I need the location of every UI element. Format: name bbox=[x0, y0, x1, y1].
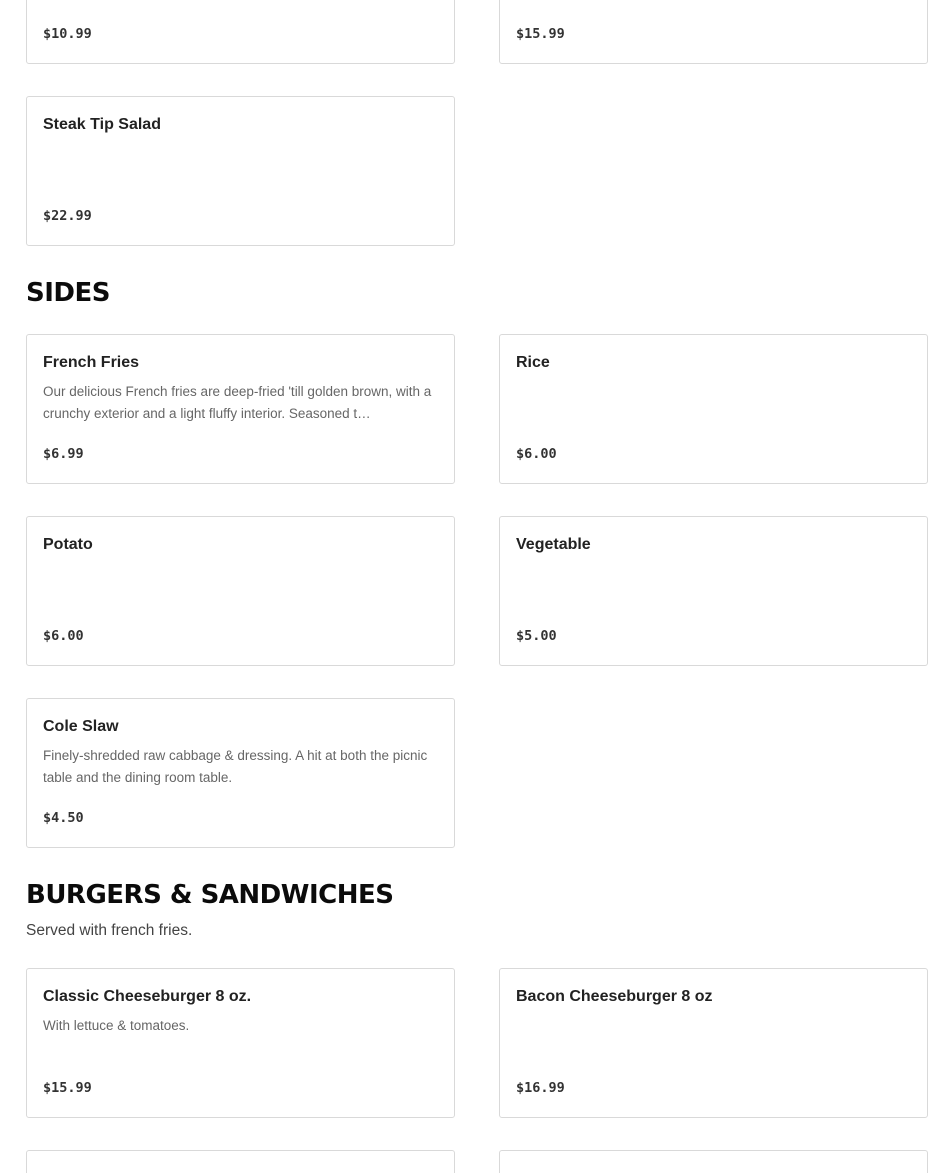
menu-item-card[interactable] bbox=[499, 968, 928, 1118]
menu-item-card[interactable] bbox=[26, 96, 455, 246]
item-description: With lettuce & tomatoes. bbox=[43, 1018, 190, 1033]
menu-item-card[interactable] bbox=[26, 0, 455, 64]
item-price: $4.50 bbox=[43, 810, 84, 826]
section-title-sides: SIDES bbox=[26, 278, 110, 308]
item-name: Steak Tip Salad bbox=[43, 116, 161, 133]
item-description: Our delicious French fries are deep-fried 'till golden brown, with a crunchy exterior and a light fluffy interior. Seasoned t… bbox=[43, 384, 432, 421]
menu-item-card[interactable] bbox=[26, 334, 455, 484]
item-name: Potato bbox=[43, 536, 93, 553]
menu-item-card[interactable] bbox=[499, 334, 928, 484]
menu-item-card[interactable] bbox=[26, 1150, 455, 1173]
item-name: Cole Slaw bbox=[43, 718, 119, 735]
item-price: $5.00 bbox=[516, 628, 557, 644]
section-title-burgers: BURGERS & SANDWICHES bbox=[26, 880, 394, 910]
menu-item-card[interactable] bbox=[26, 968, 455, 1118]
menu-item-card[interactable] bbox=[26, 698, 455, 848]
item-price: $15.99 bbox=[43, 1080, 92, 1096]
menu-item-card[interactable] bbox=[499, 516, 928, 666]
item-name: Bacon Cheeseburger 8 oz bbox=[516, 988, 713, 1005]
item-price: $6.99 bbox=[43, 446, 84, 462]
menu-item-card[interactable] bbox=[499, 0, 928, 64]
item-price: $15.99 bbox=[516, 26, 565, 42]
item-name: Rice bbox=[516, 354, 550, 371]
item-price: $22.99 bbox=[43, 208, 92, 224]
item-price: $16.99 bbox=[516, 1080, 565, 1096]
menu-item-card[interactable] bbox=[26, 516, 455, 666]
item-price: $6.00 bbox=[516, 446, 557, 462]
section-subtitle: Served with french fries. bbox=[26, 922, 193, 939]
item-price: $10.99 bbox=[43, 26, 92, 42]
item-name: French Fries bbox=[43, 354, 140, 371]
item-name: Classic Cheeseburger 8 oz. bbox=[43, 988, 252, 1005]
menu-item-card[interactable] bbox=[499, 1150, 928, 1173]
item-description: Finely-shredded raw cabbage & dressing. A hit at both the picnic table and the dining room table. bbox=[43, 748, 428, 785]
item-price: $6.00 bbox=[43, 628, 84, 644]
item-name: Vegetable bbox=[516, 536, 591, 553]
